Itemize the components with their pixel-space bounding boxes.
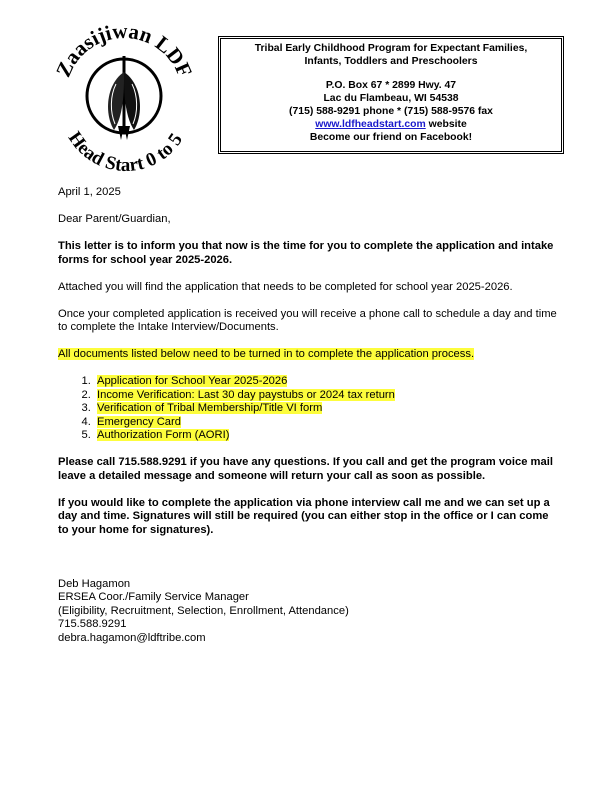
program-title-line2: Infants, Toddlers and Preschoolers: [304, 56, 478, 67]
logo-bottom-text: Head Start 0 to 5: [63, 127, 187, 174]
feathers-icon: [108, 56, 140, 140]
website-label: website: [428, 119, 467, 130]
logo-top-text: Zaasijiwan LDF: [50, 18, 198, 81]
website-link[interactable]: www.ldfheadstart.com: [315, 119, 426, 130]
documents-note: [58, 348, 558, 362]
list-item: [94, 429, 558, 443]
document-item-text: Application for School Year 2025-2026: [97, 375, 288, 387]
list-item: [94, 389, 558, 403]
letter-body: [58, 186, 558, 645]
phone-interview-paragraph: If you would like to complete the application via phone interview call me and we can set up a day and time. Signatures will still be required (you can either stop in the office or I can come to your home for signatures).: [58, 496, 550, 536]
document-item-text: Authorization Form (AORI): [97, 429, 230, 441]
website-line: [227, 118, 555, 131]
facebook-line: Become our friend on Facebook!: [309, 132, 473, 143]
signature-block: [58, 578, 558, 646]
zaasijiwan-head-start-logo: [44, 14, 204, 174]
phone-fax-line: (715) 588-9291 phone * (715) 588-9576 fax: [289, 106, 493, 117]
intro-paragraph: This letter is to inform you that now is the time for you to complete the application and intake forms for school year 2025-2026.: [58, 240, 554, 266]
signer-email: debra.hagamon@ldftribe.com: [58, 631, 206, 644]
signer-title-expansion: (Eligibility, Recruitment, Selection, Enrollment, Attendance): [58, 604, 349, 617]
signer-phone: 715.588.9291: [58, 618, 127, 630]
signer-title: ERSEA Coor./Family Service Manager: [58, 591, 249, 603]
program-contact-box: [218, 36, 564, 154]
attached-paragraph: Attached you will find the application that needs to be completed for school year 2025-2026.: [58, 280, 513, 293]
documents-note-text: All documents listed below need to be turned in to complete the application process.: [58, 348, 475, 360]
document-item-text: Verification of Tribal Membership/Title VI form: [97, 402, 323, 414]
list-item: [94, 375, 558, 389]
program-title-line1: Tribal Early Childhood Program for Expectant Families,: [254, 43, 528, 54]
document-item-text: Income Verification: Last 30 day paystubs or 2024 tax return: [97, 388, 395, 401]
list-item: [94, 416, 558, 430]
salutation: Dear Parent/Guardian,: [58, 213, 171, 225]
address-line1: P.O. Box 67 * 2899 Hwy. 47: [325, 80, 457, 91]
once-paragraph: Once your completed application is received you will receive a phone call to schedule a day and time to complete the Intake Interview/Documents.: [58, 307, 557, 333]
address-line2: Lac du Flambeau, WI 54538: [323, 93, 459, 104]
document-item-text: Emergency Card: [97, 415, 181, 428]
letter-date: April 1, 2025: [58, 186, 121, 198]
documents-list: [58, 375, 558, 443]
list-item: [94, 402, 558, 416]
signer-name: Deb Hagamon: [58, 577, 131, 590]
call-paragraph: Please call 715.588.9291 if you have any questions. If you call and get the program voice mail leave a detailed message and someone will return your call as soon as possible.: [58, 456, 553, 482]
